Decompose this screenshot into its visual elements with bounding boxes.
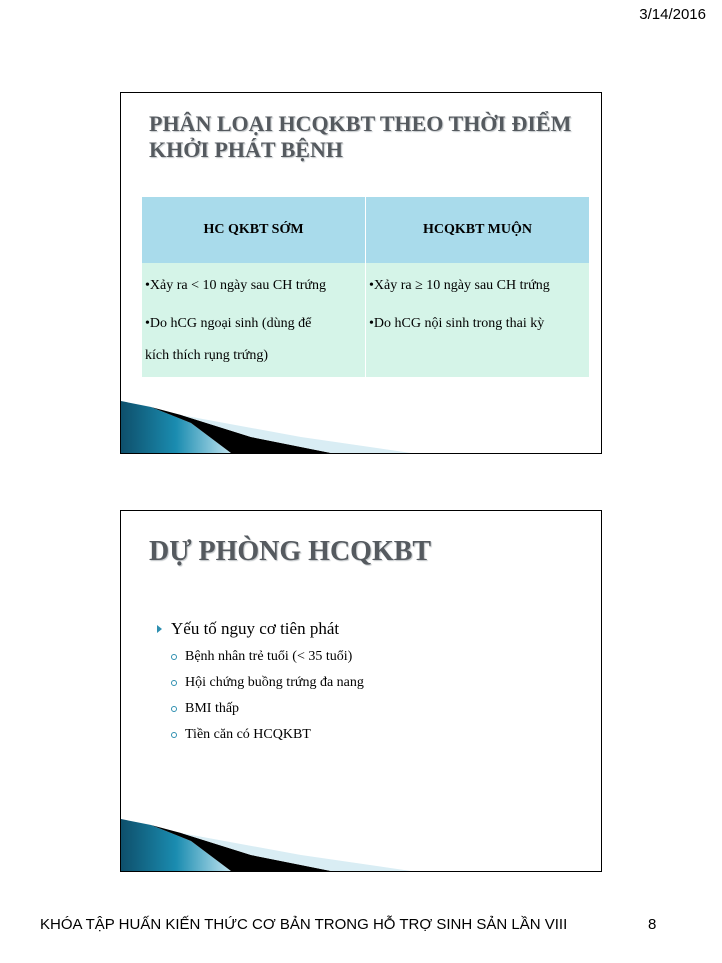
slide-2 (120, 510, 602, 872)
late-line-1: •Xảy ra ≥ 10 ngày sau CH trứng (369, 278, 550, 293)
main-bullet (157, 619, 577, 639)
header-early: HC QKBT SỚM (142, 197, 366, 263)
circle-bullet-icon (171, 706, 177, 712)
early-line-3: kích thích rụng trứng) (145, 348, 269, 363)
sub-bullet (171, 701, 577, 717)
early-line-2: •Do hCG ngoại sinh (dùng để (145, 316, 312, 331)
sub-bullet-text: Tiền căn có HCQKBT (185, 727, 311, 742)
sub-bullet-text: BMI thấp (185, 701, 240, 716)
slide-1-title-line-1: PHÂN LOẠI HCQKBT THEO THỜI ĐIỂM (149, 111, 572, 136)
early-line-1: •Xảy ra < 10 ngày sau CH trứng (145, 278, 326, 293)
cell-early (142, 263, 366, 377)
page-date: 3/14/2016 (639, 6, 706, 23)
sub-bullet-text: Hội chứng buồng trứng đa nang (185, 675, 364, 690)
comparison-table (142, 197, 589, 377)
late-line-2: •Do hCG nội sinh trong thai kỳ (369, 316, 545, 331)
sub-bullet (171, 675, 577, 691)
slide-1 (120, 92, 602, 454)
sub-bullet-text: Bệnh nhân trẻ tuổi (< 35 tuổi) (185, 649, 353, 664)
triangle-bullet-icon (157, 625, 162, 633)
cell-late (366, 263, 590, 377)
header-late: HCQKBT MUỘN (366, 197, 590, 263)
corner-swoosh-decoration (121, 811, 601, 871)
circle-bullet-icon (171, 732, 177, 738)
footer-text: KHÓA TẬP HUẤN KIẾN THỨC CƠ BẢN TRONG HỖ TRỢ SINH SẢN LẦN VIII (40, 916, 568, 933)
circle-bullet-icon (171, 654, 177, 660)
main-bullet-text: Yếu tố nguy cơ tiên phát (171, 619, 340, 638)
slide-2-title: DỰ PHÒNG HCQKBT (149, 536, 432, 567)
circle-bullet-icon (171, 680, 177, 686)
slide-1-title (149, 111, 589, 163)
slide-1-title-line-2: KHỞI PHÁT BỆNH (149, 137, 343, 162)
sub-bullet (171, 649, 577, 665)
corner-swoosh-decoration (121, 393, 601, 453)
page-number: 8 (648, 916, 657, 933)
sub-bullet (171, 727, 577, 743)
bullet-list (157, 619, 577, 753)
